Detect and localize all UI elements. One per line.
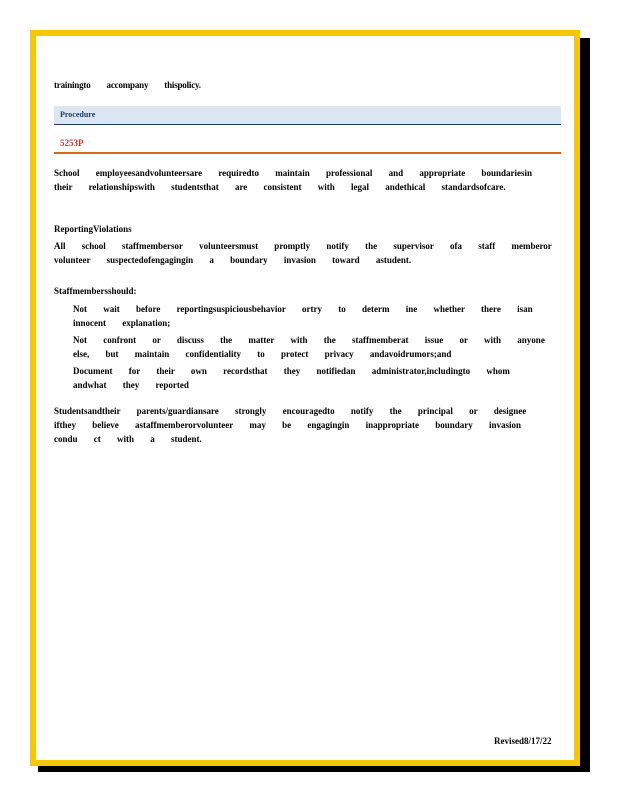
continued-text: trainingto accompany thispolicy. xyxy=(54,80,201,90)
staff-should-heading: Staffmembersshould: xyxy=(54,286,137,296)
revised-date: Revised8/17/22 xyxy=(494,736,552,746)
reporting-paragraph: All school staffmembersor volunteersmust promptly notify the supervisor ofa staff memberor volunteer suspectedofengagingin a boundary invasion toward astudent. xyxy=(54,241,552,265)
policy-code: 5253P xyxy=(60,138,84,148)
procedure-label: Procedure xyxy=(60,110,96,119)
intro-paragraph: School employeesandvolunteersare requiredto maintain professional and appropriate boundariesin their relationshipswith studentsthat are consistent with legal andethical standardsofcare. xyxy=(54,168,532,192)
section-divider xyxy=(54,152,561,154)
section-heading-reporting: ReportingViolations xyxy=(54,224,132,234)
document-page: trainingto accompany thispolicy. Procedure 5253P School employeesandvolunteersare requiredto maintain professional and appropriate boundariesin their relationshipswith studentsthat are consistent with legal andethical standardsofcare. ReportingViolations All school staffmembersor volunteersmust promptly notify the supervisor ofa staff memberor volunteer suspectedofengagingin a boundary invasion toward astudent. Staffmembersshould: Not wait before reportingsuspiciousbehavior ortry to determ ine whether there isan innocent explanation; Not confront or discuss the matter with the staffmemberat issue or with anyone else, but maintain confidentiality to protect privacy andavoidrumors;and Document for their own recordsthat they notifiedan administrator,includingto whom andwhat they reported Studentsandtheir parents/guardiansare strongly encouragedto notify the principal or designee ifthey believe astaffmemberorvolunteer may be engagingin inappropriate boundary invasion condu ct with a student. Revised8/17/22 xyxy=(30,30,580,766)
students-paragraph: Studentsandtheir parents/guardiansare strongly encouragedto notify the principal or designee ifthey believe astaffmemberorvolunteer may be engagingin inappropriate boundary invasion condu ct with a student. xyxy=(54,406,527,444)
procedure-header-bar xyxy=(54,106,561,125)
